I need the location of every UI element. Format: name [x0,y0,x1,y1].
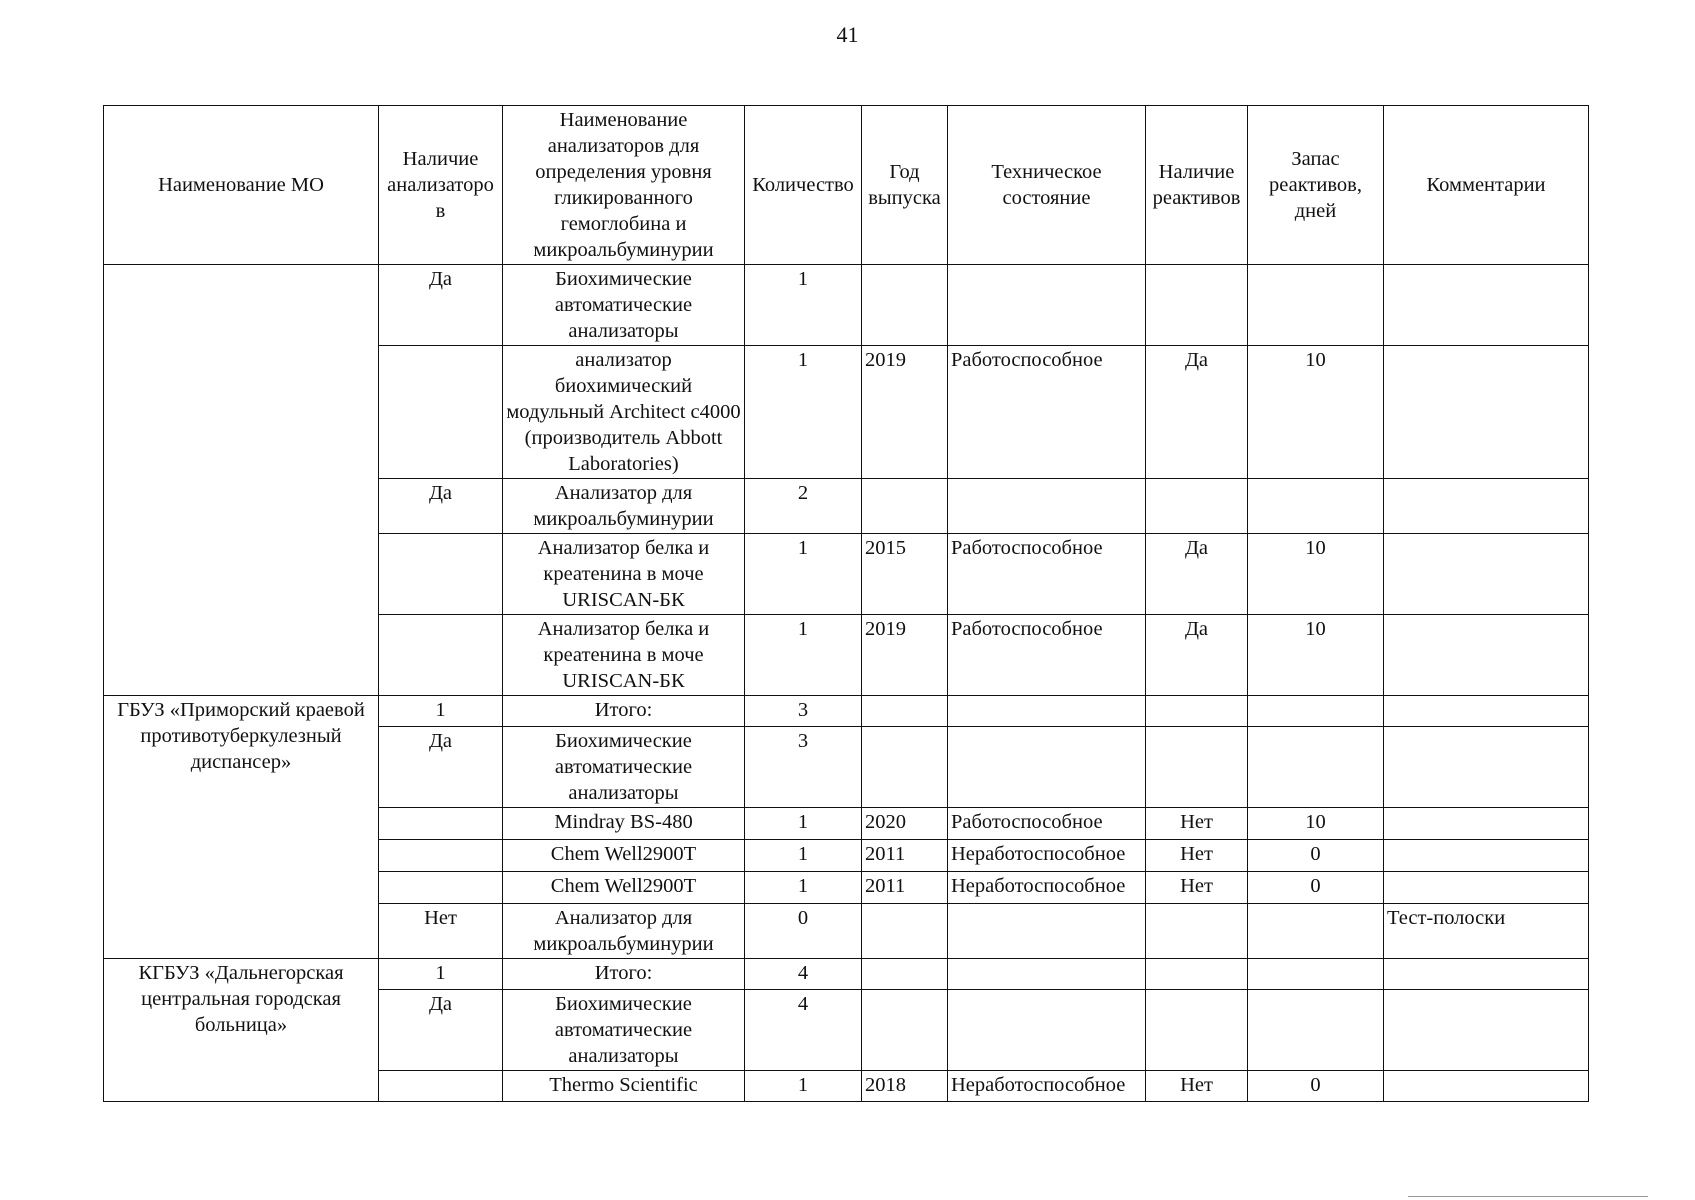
has-analyzers-cell: Да [379,727,503,808]
quantity-cell: 3 [745,727,862,808]
has-reagents-cell [1146,959,1248,990]
year-cell [862,990,948,1071]
analyzer-name-cell: Анализатор белка и креатенина в моче URISCAN-БК [503,534,745,615]
comment-cell [1384,615,1589,696]
has-reagents-cell [1146,904,1248,959]
analyzer-name-cell: Mindray BS-480 [503,808,745,840]
reagent-stock-cell [1248,696,1384,727]
year-cell: 2020 [862,808,948,840]
reagent-stock-cell: 0 [1248,840,1384,872]
reagent-stock-cell [1248,904,1384,959]
comment-cell [1384,727,1589,808]
year-cell: 2018 [862,1071,948,1102]
year-cell: 2011 [862,840,948,872]
year-cell: 2011 [862,872,948,904]
analyzer-name-cell: Биохимические автоматические анализаторы [503,265,745,346]
reagent-stock-cell: 10 [1248,534,1384,615]
comment-cell [1384,990,1589,1071]
has-reagents-cell: Да [1146,615,1248,696]
footer-divider [1408,1196,1648,1197]
year-cell: 2015 [862,534,948,615]
analyzer-name-cell: Биохимические автоматические анализаторы [503,990,745,1071]
has-reagents-cell [1146,696,1248,727]
comment-cell [1384,479,1589,534]
mo-name-cell: КГБУЗ «Дальнегорская центральная городская больница» [104,959,379,1102]
header-year: Год выпуска [862,106,948,265]
has-reagents-cell: Нет [1146,1071,1248,1102]
has-reagents-cell [1146,479,1248,534]
has-reagents-cell [1146,265,1248,346]
comment-cell [1384,872,1589,904]
reagent-stock-cell: 10 [1248,808,1384,840]
has-reagents-cell [1146,990,1248,1071]
tech-state-cell [948,479,1146,534]
comment-cell [1384,840,1589,872]
year-cell: 2019 [862,615,948,696]
has-analyzers-cell [379,872,503,904]
tech-state-cell: Неработоспособное [948,872,1146,904]
analyzer-name-cell: Итого: [503,959,745,990]
comment-cell [1384,959,1589,990]
reagent-stock-cell [1248,959,1384,990]
has-analyzers-cell [379,1071,503,1102]
tech-state-cell [948,265,1146,346]
analyzer-name-cell: Анализатор белка и креатенина в моче URISCAN-БК [503,615,745,696]
comment-cell [1384,808,1589,840]
table-row [104,265,1589,346]
has-analyzers-cell: 1 [379,959,503,990]
analyzers-table [103,105,1589,1102]
analyzer-name-cell: анализатор биохимический модульный Architect c4000 (производитель Abbott Laboratories) [503,346,745,479]
has-analyzers-cell [379,615,503,696]
header-has-analyzers: Наличие анализаторо в [379,106,503,265]
tech-state-cell [948,727,1146,808]
reagent-stock-cell [1248,727,1384,808]
quantity-cell: 1 [745,534,862,615]
has-reagents-cell: Нет [1146,840,1248,872]
has-reagents-cell [1146,727,1248,808]
has-analyzers-cell: Да [379,479,503,534]
header-analyzer-name: Наименование анализаторов для определения уровня гликированного гемоглобина и микроальбуминурии [503,106,745,265]
comment-cell [1384,346,1589,479]
header-reagent-stock: Запас реактивов, дней [1248,106,1384,265]
year-cell: 2019 [862,346,948,479]
comment-cell [1384,696,1589,727]
analyzer-name-cell: Chem Well2900T [503,872,745,904]
mo-name-cell: ГБУЗ «Приморский краевой противотуберкулезный диспансер» [104,696,379,959]
tech-state-cell: Неработоспособное [948,840,1146,872]
reagent-stock-cell [1248,265,1384,346]
has-analyzers-cell: Нет [379,904,503,959]
tech-state-cell: Работоспособное [948,615,1146,696]
tech-state-cell: Работоспособное [948,346,1146,479]
reagent-stock-cell: 10 [1248,346,1384,479]
header-comments: Комментарии [1384,106,1589,265]
tech-state-cell [948,959,1146,990]
quantity-cell: 1 [745,808,862,840]
comment-cell [1384,265,1589,346]
reagent-stock-cell [1248,479,1384,534]
comment-cell: Тест-полоски [1384,904,1589,959]
quantity-cell: 1 [745,265,862,346]
quantity-cell: 0 [745,904,862,959]
quantity-cell: 1 [745,346,862,479]
has-analyzers-cell [379,808,503,840]
quantity-cell: 1 [745,840,862,872]
quantity-cell: 3 [745,696,862,727]
tech-state-cell [948,904,1146,959]
has-reagents-cell: Нет [1146,808,1248,840]
mo-name-cell [104,265,379,696]
tech-state-cell: Неработоспособное [948,1071,1146,1102]
header-mo-name: Наименование МО [104,106,379,265]
page-number: 41 [836,22,859,47]
reagent-stock-cell: 0 [1248,872,1384,904]
has-analyzers-cell: Да [379,990,503,1071]
header-row [104,106,1589,265]
quantity-cell: 4 [745,990,862,1071]
table-row [104,959,1589,990]
year-cell [862,265,948,346]
reagent-stock-cell [1248,990,1384,1071]
comment-cell [1384,534,1589,615]
reagent-stock-cell: 10 [1248,615,1384,696]
quantity-cell: 2 [745,479,862,534]
has-reagents-cell: Да [1146,534,1248,615]
year-cell [862,479,948,534]
has-analyzers-cell: Да [379,265,503,346]
quantity-cell: 1 [745,615,862,696]
has-analyzers-cell [379,534,503,615]
has-reagents-cell: Нет [1146,872,1248,904]
year-cell [862,959,948,990]
analyzer-name-cell: Анализатор для микроальбуминурии [503,904,745,959]
tech-state-cell [948,990,1146,1071]
tech-state-cell: Работоспособное [948,534,1146,615]
year-cell [862,696,948,727]
analyzer-name-cell: Итого: [503,696,745,727]
comment-cell [1384,1071,1589,1102]
tech-state-cell [948,696,1146,727]
table-row [104,696,1589,727]
analyzer-name-cell: Chem Well2900T [503,840,745,872]
year-cell [862,727,948,808]
quantity-cell: 1 [745,872,862,904]
tech-state-cell: Работоспособное [948,808,1146,840]
has-reagents-cell: Да [1146,346,1248,479]
analyzer-name-cell: Thermo Scientific [503,1071,745,1102]
quantity-cell: 1 [745,1071,862,1102]
header-has-reagents: Наличие реактивов [1146,106,1248,265]
analyzer-name-cell: Анализатор для микроальбуминурии [503,479,745,534]
analyzer-name-cell: Биохимические автоматические анализаторы [503,727,745,808]
has-analyzers-cell [379,346,503,479]
header-quantity: Количество [745,106,862,265]
has-analyzers-cell [379,840,503,872]
header-tech-state: Техническое состояние [948,106,1146,265]
has-analyzers-cell: 1 [379,696,503,727]
reagent-stock-cell: 0 [1248,1071,1384,1102]
quantity-cell: 4 [745,959,862,990]
year-cell [862,904,948,959]
